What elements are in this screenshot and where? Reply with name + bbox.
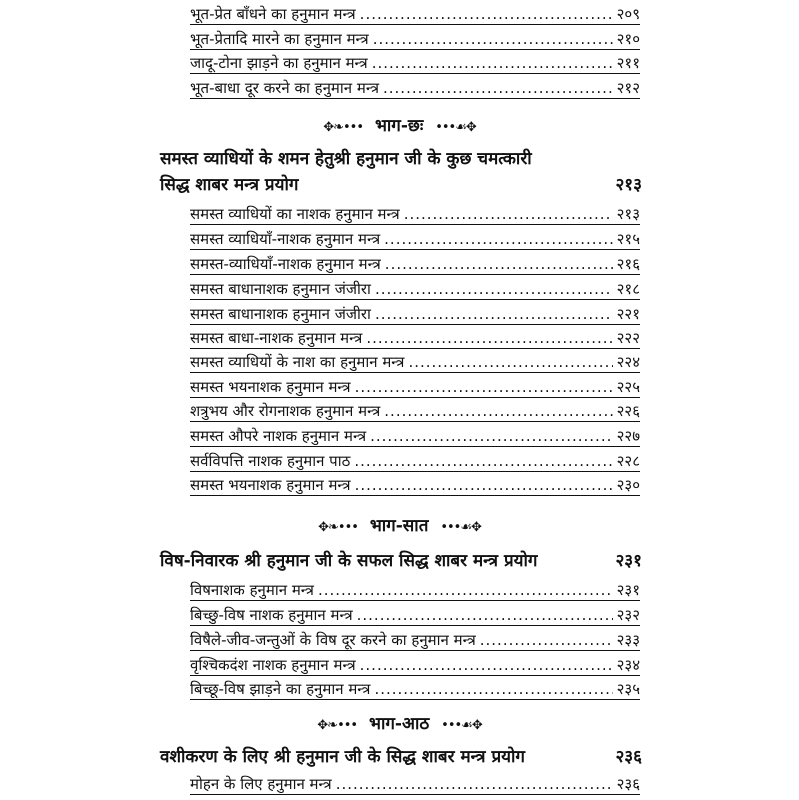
toc-entry-label: मोहन के लिए हनुमान मन्त्र [190, 775, 332, 793]
leader-dots [354, 451, 612, 471]
toc-entry-page: २३३ [616, 631, 640, 649]
leader-dots [404, 204, 613, 224]
toc-entry-label: समस्त बाधा-नाशक हनुमान मन्त्र [190, 329, 363, 347]
toc-entry-label: समस्त व्याधियों के नाश का हनुमान मन्त्र [190, 353, 405, 371]
leader-dots [374, 679, 612, 699]
leader-dots [355, 377, 613, 397]
toc-entry[interactable] [190, 473, 640, 496]
toc-entry-label: विषैले-जीव-जन्तुओं के विष दूर करने का हनुमान मन्त्र [190, 631, 476, 649]
ornament-right-icon: •••☙✥ [440, 520, 481, 535]
toc-entry-page: २२४ [616, 353, 640, 371]
ornament-right-icon: •••☙✥ [441, 718, 482, 733]
toc-entry-label: समस्त-व्याधियाँ-नाशक हनुमान मन्त्र [190, 255, 381, 273]
chapter-page: २३१ [615, 551, 642, 571]
leader-dots [385, 254, 613, 274]
toc-entry-label: सर्वविपत्ति नाशक हनुमान पाठ [190, 452, 351, 470]
toc-entry-page: २०९ [616, 5, 640, 23]
toc-entry-label: समस्त बाधानाशक हनुमान जंजीरा [190, 305, 371, 323]
toc-entry[interactable] [190, 252, 640, 275]
chapter-title: सिद्ध शाबर मन्त्र प्रयोग [160, 175, 299, 195]
toc-entry[interactable] [190, 302, 640, 325]
chapter-title-line [160, 146, 642, 172]
toc-entry-page: २३६ [616, 775, 640, 793]
toc-entry-page: २११ [616, 54, 640, 72]
toc-entry-page: २१८ [616, 280, 640, 298]
toc-entry-page: २२५ [616, 378, 640, 396]
toc-entry-page: २१६ [616, 255, 640, 273]
toc-entry[interactable] [190, 202, 640, 225]
part-heading [0, 115, 799, 139]
toc-entry-page: २३१ [616, 581, 640, 599]
toc-entry-label: बिच्छु-विष नाशक हनुमान मन्त्र [190, 606, 353, 624]
toc-entry-label: भूत-बाधा दूर करने का हनुमान मन्त्र [190, 79, 379, 97]
leader-dots [384, 229, 612, 249]
leader-dots [355, 475, 613, 495]
ornament-left-icon: ✥❧••• [317, 718, 358, 733]
toc-entry-label: भूत-प्रेत बाँधने का हनुमान मन्त्र [190, 5, 356, 23]
leader-dots [408, 352, 612, 372]
leader-dots [318, 580, 613, 600]
chapter-title: समस्त व्याधियों के शमन हेतुश्री हनुमान जी के कुछ चमत्कारी [160, 149, 532, 169]
toc-entry[interactable] [190, 326, 640, 349]
toc-entry-page: २३४ [616, 656, 640, 674]
toc-entry-page: २२६ [616, 402, 640, 420]
toc-entry-page: २२२ [616, 329, 640, 347]
toc-entry[interactable] [190, 76, 640, 99]
toc-entry-label: समस्त व्याधियाँ-नाशक हनुमान मन्त्र [190, 230, 381, 248]
part-heading [0, 515, 799, 539]
chapter-page: २३६ [615, 747, 642, 767]
toc-entry-page: २१३ [616, 205, 640, 223]
chapter-page: २१३ [615, 175, 642, 195]
toc-entry-label: वृश्चिकदंश नाशक हनुमान मन्त्र [190, 656, 356, 674]
chapter-title: वशीकरण के लिए श्री हनुमान जी के सिद्ध शाबर मन्त्र प्रयोग [160, 747, 525, 767]
leader-dots [375, 279, 613, 299]
toc-entry-page: २१५ [616, 230, 640, 248]
leader-dots [383, 78, 613, 98]
leader-dots [360, 655, 613, 675]
toc-entry[interactable] [190, 51, 640, 74]
part-title: भाग-छः [374, 116, 424, 136]
toc-entry[interactable] [190, 375, 640, 398]
toc-entry-label: विषनाशक हनुमान मन्त्र [190, 581, 314, 599]
chapter-heading[interactable] [160, 146, 642, 198]
leader-dots [372, 53, 613, 73]
toc-entry[interactable] [190, 350, 640, 373]
toc-entry-label: जादू-टोना झाड़ने का हनुमान मन्त्र [190, 54, 368, 72]
chapter-title-line [160, 172, 642, 198]
leader-dots [384, 401, 612, 421]
leader-dots [366, 328, 612, 348]
part-title: भाग-आठ [369, 714, 430, 734]
toc-entry-label: समस्त भयनाशक हनुमान मन्त्र [190, 378, 351, 396]
toc-entry-label: समस्त बाधानाशक हनुमान जंजीरा [190, 280, 371, 298]
leader-dots [373, 29, 613, 49]
leader-dots [360, 4, 613, 24]
toc-entry[interactable] [190, 628, 640, 651]
toc-entry-label: समस्त व्याधियों का नाशक हनुमान मन्त्र [190, 205, 400, 223]
toc-entry[interactable] [190, 227, 640, 250]
toc-entry-label: बिच्छू-विष झाड़ने का हनुमान मन्त्र [190, 680, 371, 698]
toc-entry-page: २२१ [616, 305, 640, 323]
toc-entry-label: शत्रुभय और रोगनाशक हनुमान मन्त्र [190, 402, 381, 420]
toc-entry[interactable] [190, 277, 640, 300]
leader-dots [375, 304, 613, 324]
toc-entry-label: समस्त भयनाशक हनुमान मन्त्र [190, 476, 351, 494]
toc-entry-page: २३२ [616, 606, 640, 624]
toc-entry[interactable] [190, 653, 640, 676]
toc-entry-label: भूत-प्रेतादि मारने का हनुमान मन्त्र [190, 30, 369, 48]
toc-entry[interactable] [190, 2, 640, 25]
leader-dots [480, 630, 613, 650]
chapter-title-line [160, 744, 642, 770]
toc-entry-page: २३५ [616, 680, 640, 698]
toc-entry[interactable] [190, 399, 640, 422]
toc-entry-page: २१० [616, 30, 640, 48]
chapter-heading[interactable] [160, 744, 642, 770]
leader-dots [370, 426, 613, 446]
part-heading [0, 713, 799, 737]
toc-entry[interactable] [190, 27, 640, 50]
toc-entry[interactable] [190, 603, 640, 626]
leader-dots [336, 774, 613, 794]
toc-entry-page: २३० [616, 476, 640, 494]
toc-entry-page: २१२ [616, 79, 640, 97]
chapter-heading[interactable] [160, 548, 642, 574]
ornament-right-icon: •••☙✥ [435, 120, 476, 135]
ornament-left-icon: ✥❧••• [323, 120, 364, 135]
toc-entry[interactable] [190, 677, 640, 700]
part-title: भाग-सात [369, 516, 429, 536]
toc-entry[interactable] [190, 578, 640, 601]
toc-entry-page: २२८ [616, 452, 640, 470]
toc-entry[interactable] [190, 772, 640, 795]
chapter-title: विष-निवारक श्री हनुमान जी के सफल सिद्ध शाबर मन्त्र प्रयोग [160, 551, 538, 571]
toc-entry-label: समस्त औपरे नाशक हनुमान मन्त्र [190, 427, 367, 445]
ornament-left-icon: ✥❧••• [318, 520, 358, 535]
chapter-title-line [160, 548, 642, 574]
leader-dots [357, 605, 613, 625]
toc-entry[interactable] [190, 424, 640, 447]
toc-entry[interactable] [190, 449, 640, 472]
toc-entry-page: २२७ [616, 427, 640, 445]
